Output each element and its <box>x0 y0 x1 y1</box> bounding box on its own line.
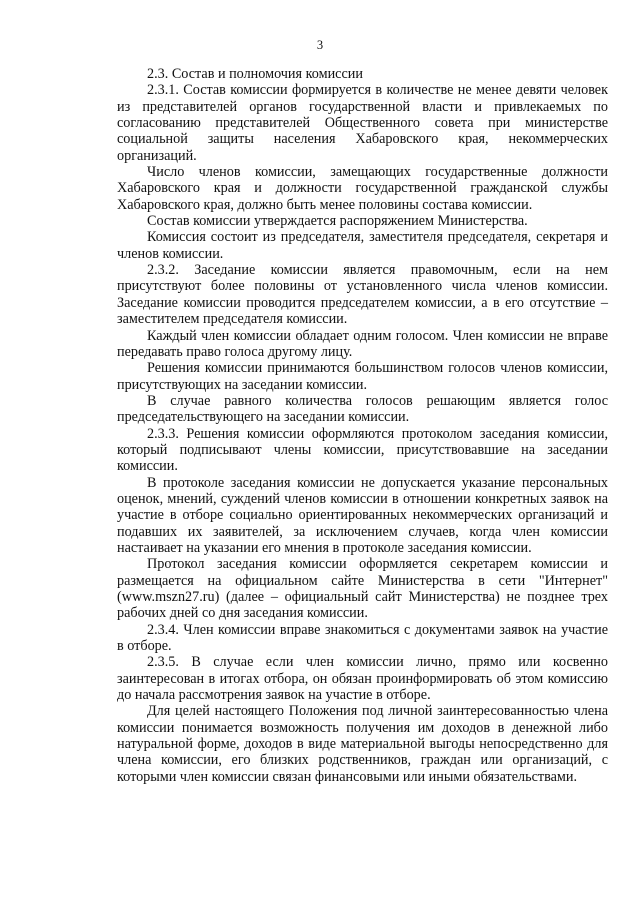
paragraph: Число членов комиссии, замещающих государственные должности Хабаровского края и должности государственной гражданской службы Хабаровского края, должно быть менее половины состава комиссии. <box>117 164 608 213</box>
paragraph: Протокол заседания комиссии оформляется секретарем комиссии и размещается на официальном сайте Министерства в сети "Интернет" (www.mszn27.ru) (далее – официальный сайт Министерства) не позднее трех рабочих дней со дня заседания комиссии. <box>117 556 608 622</box>
document-body <box>117 66 608 785</box>
paragraph: 2.3.2. Заседание комиссии является правомочным, если на нем присутствуют более половины от установленного числа членов комиссии. Заседание комиссии проводится председателем комиссии, а в его отсутствие – заместителем председателя комиссии. <box>117 262 608 328</box>
paragraph: 2.3.5. В случае если член комиссии лично, прямо или косвенно заинтересован в итогах отбора, он обязан проинформировать об этом комиссию до начала рассмотрения заявок на участие в отборе. <box>117 654 608 704</box>
paragraph: Комиссия состоит из председателя, заместителя председателя, секретаря и членов комиссии. <box>117 229 608 262</box>
paragraph: 2.3.3. Решения комиссии оформляются протоколом заседания комиссии, который подписывают члены комиссии, присутствовавшие на заседании комиссии. <box>117 425 608 475</box>
section-heading: 2.3. Состав и полномочия комиссии <box>147 66 363 82</box>
paragraph: Состав комиссии утверждается распоряжением Министерства. <box>147 213 528 230</box>
paragraph: 2.3.4. Член комиссии вправе знакомиться с документами заявок на участие в отборе. <box>117 621 608 655</box>
paragraph: В протоколе заседания комиссии не допускается указание персональных оценок, мнений, суждений членов комиссии в отношении конкретных заявок на участие в отборе социально ориентированных некоммерческих организаций и подавших их заявителей, за исключением случаев, когда член комиссии настаивает на указании его мнения в протоколе заседания комиссии. <box>117 474 608 556</box>
paragraph: Решения комиссии принимаются большинством голосов членов комиссии, присутствующих на заседании комиссии. <box>117 360 608 393</box>
page-number: 3 <box>316 38 324 52</box>
paragraph: Для целей настоящего Положения под личной заинтересованностью члена комиссии понимается возможность получения им доходов в денежной либо натуральной форме, доходов в виде материальной выгоды непосредственно для члена комиссии, его близких родственников, граждан или организаций, с которыми член комиссии связан финансовыми или иными обязательствами. <box>117 703 608 785</box>
paragraph: 2.3.1. Состав комиссии формируется в количестве не менее девяти человек из представителей органов государственной власти и привлекаемых по согласованию представителей Общественного совета при министерстве социальной защиты населения Хабаровского края, некоммерческих организаций. <box>117 82 608 164</box>
paragraph: В случае равного количества голосов решающим является голос председательствующего на заседании комиссии. <box>117 392 608 426</box>
paragraph: Каждый член комиссии обладает одним голосом. Член комиссии не вправе передавать право голоса другому лицу. <box>117 327 608 360</box>
